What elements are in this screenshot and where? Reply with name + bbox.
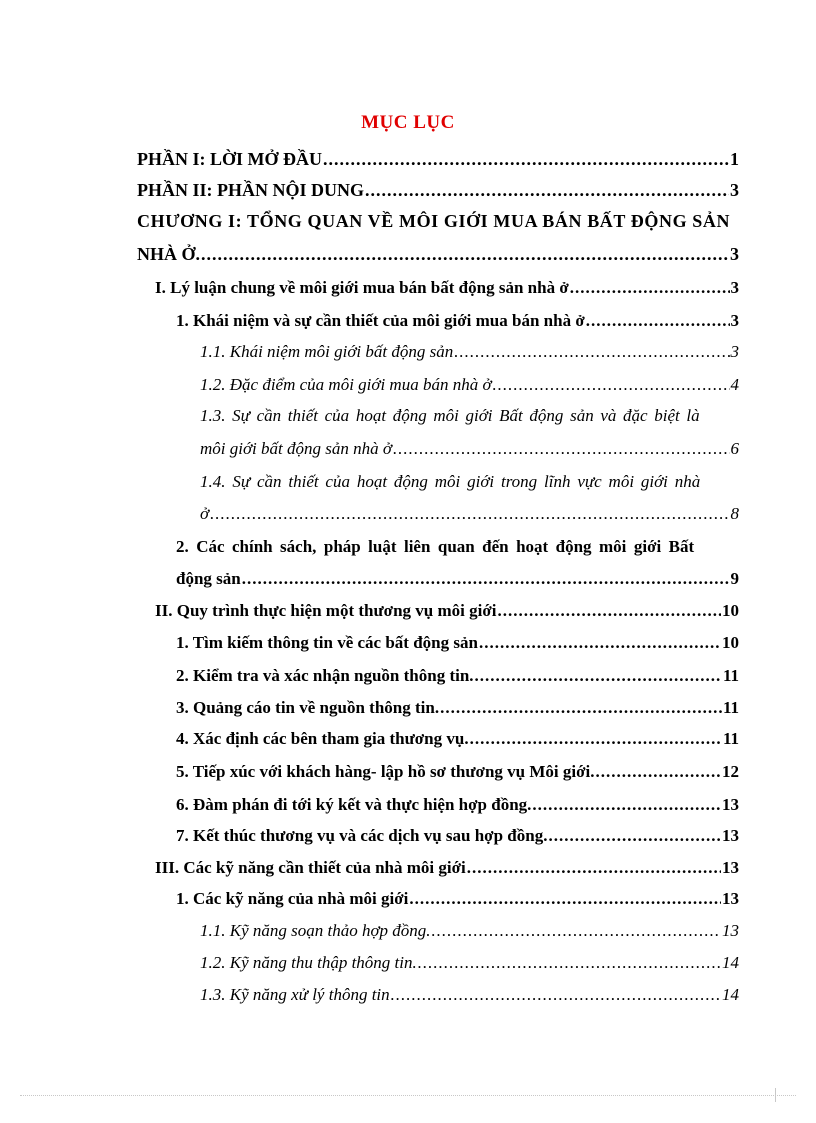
toc-entry[interactable] bbox=[176, 882, 739, 915]
toc-entry[interactable] bbox=[200, 978, 739, 1011]
toc-label: 3. Quảng cáo tin về nguồn thông tin. bbox=[176, 698, 440, 717]
toc-label: 1.2. Kỹ năng thu thập thông tin. bbox=[200, 953, 417, 972]
toc-entry[interactable] bbox=[200, 497, 739, 530]
toc-entry-line[interactable]: 1.4. Sự cần thiết của hoạt động môi giới trong lĩnh vực môi giới nhà bbox=[200, 472, 701, 491]
toc-label: 6. Đàm phán đi tới ký kết và thực hiện hợp đồng. bbox=[176, 795, 532, 814]
toc-page: 8 bbox=[730, 504, 739, 523]
toc-page: 13 bbox=[722, 858, 739, 877]
toc-label: I. Lý luận chung về môi giới mua bán bất động sản nhà ở bbox=[155, 278, 569, 297]
toc-label: 1.1. Kỹ năng soạn thảo hợp đồng. bbox=[200, 921, 431, 940]
toc-entry[interactable] bbox=[155, 271, 739, 304]
toc-entry[interactable] bbox=[176, 659, 739, 692]
toc-entry[interactable] bbox=[200, 432, 739, 465]
toc-page: 14 bbox=[722, 985, 739, 1004]
toc-label: ở bbox=[200, 504, 210, 523]
toc-page: 3 bbox=[730, 311, 739, 330]
toc-entry[interactable] bbox=[155, 851, 739, 884]
toc-page: 6 bbox=[730, 439, 739, 458]
toc-label: 1. Tìm kiếm thông tin về các bất động sản bbox=[176, 633, 478, 652]
toc-label: 4. Xác định các bên tham gia thương vụ. bbox=[176, 729, 469, 748]
page-title: MỤC LỤC bbox=[361, 112, 455, 133]
toc-page: 11 bbox=[722, 698, 739, 717]
toc-label: 1.1. Khái niệm môi giới bất động sản bbox=[200, 342, 454, 361]
toc-entry-line[interactable]: 1.3. Sự cần thiết của hoạt động môi giới Bất động sản và đặc biệt là bbox=[200, 406, 700, 425]
toc-label: PHẦN I: LỜI MỞ ĐẦU bbox=[137, 149, 322, 169]
toc-entry[interactable] bbox=[176, 562, 739, 595]
toc-entry[interactable] bbox=[200, 914, 739, 947]
toc-entry[interactable] bbox=[200, 335, 739, 368]
toc-entry[interactable] bbox=[200, 946, 739, 979]
toc-label: 1.2. Đặc điểm của môi giới mua bán nhà ở bbox=[200, 375, 492, 394]
toc-page: 3 bbox=[730, 180, 739, 200]
toc-entry[interactable] bbox=[176, 788, 739, 821]
toc-entry[interactable] bbox=[137, 238, 739, 271]
page-bottom-border bbox=[20, 1095, 796, 1096]
toc-label: 1.3. Kỹ năng xử lý thông tin bbox=[200, 985, 390, 1004]
toc-label: III. Các kỹ năng cần thiết của nhà môi giới bbox=[155, 858, 466, 877]
page-corner-mark bbox=[775, 1088, 776, 1102]
toc-entry-line[interactable]: 2. Các chính sách, pháp luật liên quan đến hoạt động môi giới Bất bbox=[176, 537, 695, 556]
toc-entry[interactable] bbox=[176, 722, 739, 755]
toc-entry[interactable] bbox=[176, 755, 739, 788]
toc-page: 11 bbox=[722, 729, 739, 748]
toc-page: 3 bbox=[730, 278, 739, 297]
toc-label: 1. Khái niệm và sự cần thiết của môi giới mua bán nhà ở bbox=[176, 311, 585, 330]
toc-page: 13 bbox=[722, 889, 739, 908]
toc-page: 13 bbox=[722, 795, 739, 814]
toc-page: 13 bbox=[722, 826, 739, 845]
toc-entry[interactable] bbox=[176, 626, 739, 659]
toc-label: môi giới bất động sản nhà ở bbox=[200, 439, 392, 458]
toc-entry[interactable] bbox=[176, 304, 739, 337]
toc-entry[interactable] bbox=[176, 691, 739, 724]
toc-page: 12 bbox=[722, 762, 739, 781]
toc-label: NHÀ Ở. bbox=[137, 244, 200, 264]
toc-entry[interactable] bbox=[200, 368, 739, 401]
toc-page: 13 bbox=[722, 921, 739, 940]
toc-label: động sản bbox=[176, 569, 241, 588]
toc-label: II. Quy trình thực hiện một thương vụ môi giới bbox=[155, 601, 497, 620]
toc-entry[interactable] bbox=[137, 174, 739, 207]
toc-page: 1 bbox=[730, 149, 739, 169]
toc-page: 14 bbox=[722, 953, 739, 972]
toc-page: 3 bbox=[730, 342, 739, 361]
toc-entry[interactable] bbox=[155, 594, 739, 627]
toc-entry-line[interactable]: CHƯƠNG I: TỔNG QUAN VỀ MÔI GIỚI MUA BÁN BẤT ĐỘNG SẢN bbox=[137, 211, 731, 231]
toc-page: 3 bbox=[730, 244, 739, 264]
toc-entry[interactable] bbox=[176, 819, 739, 852]
toc-page: 9 bbox=[730, 569, 739, 588]
toc-label: PHẦN II: PHẦN NỘI DUNG bbox=[137, 180, 364, 200]
toc-label: 7. Kết thúc thương vụ và các dịch vụ sau hợp đồng. bbox=[176, 826, 548, 845]
toc-label: 5. Tiếp xúc với khách hàng- lập hồ sơ thương vụ Môi giới. bbox=[176, 762, 595, 781]
toc-page: 10 bbox=[722, 601, 739, 620]
toc-page: 4 bbox=[730, 375, 739, 394]
toc-page: 10 bbox=[722, 633, 739, 652]
toc-label: 2. Kiểm tra và xác nhận nguồn thông tin. bbox=[176, 666, 474, 685]
toc-entry[interactable] bbox=[137, 143, 739, 176]
toc-label: 1. Các kỹ năng của nhà môi giới bbox=[176, 889, 409, 908]
toc-page: 11 bbox=[722, 666, 739, 685]
